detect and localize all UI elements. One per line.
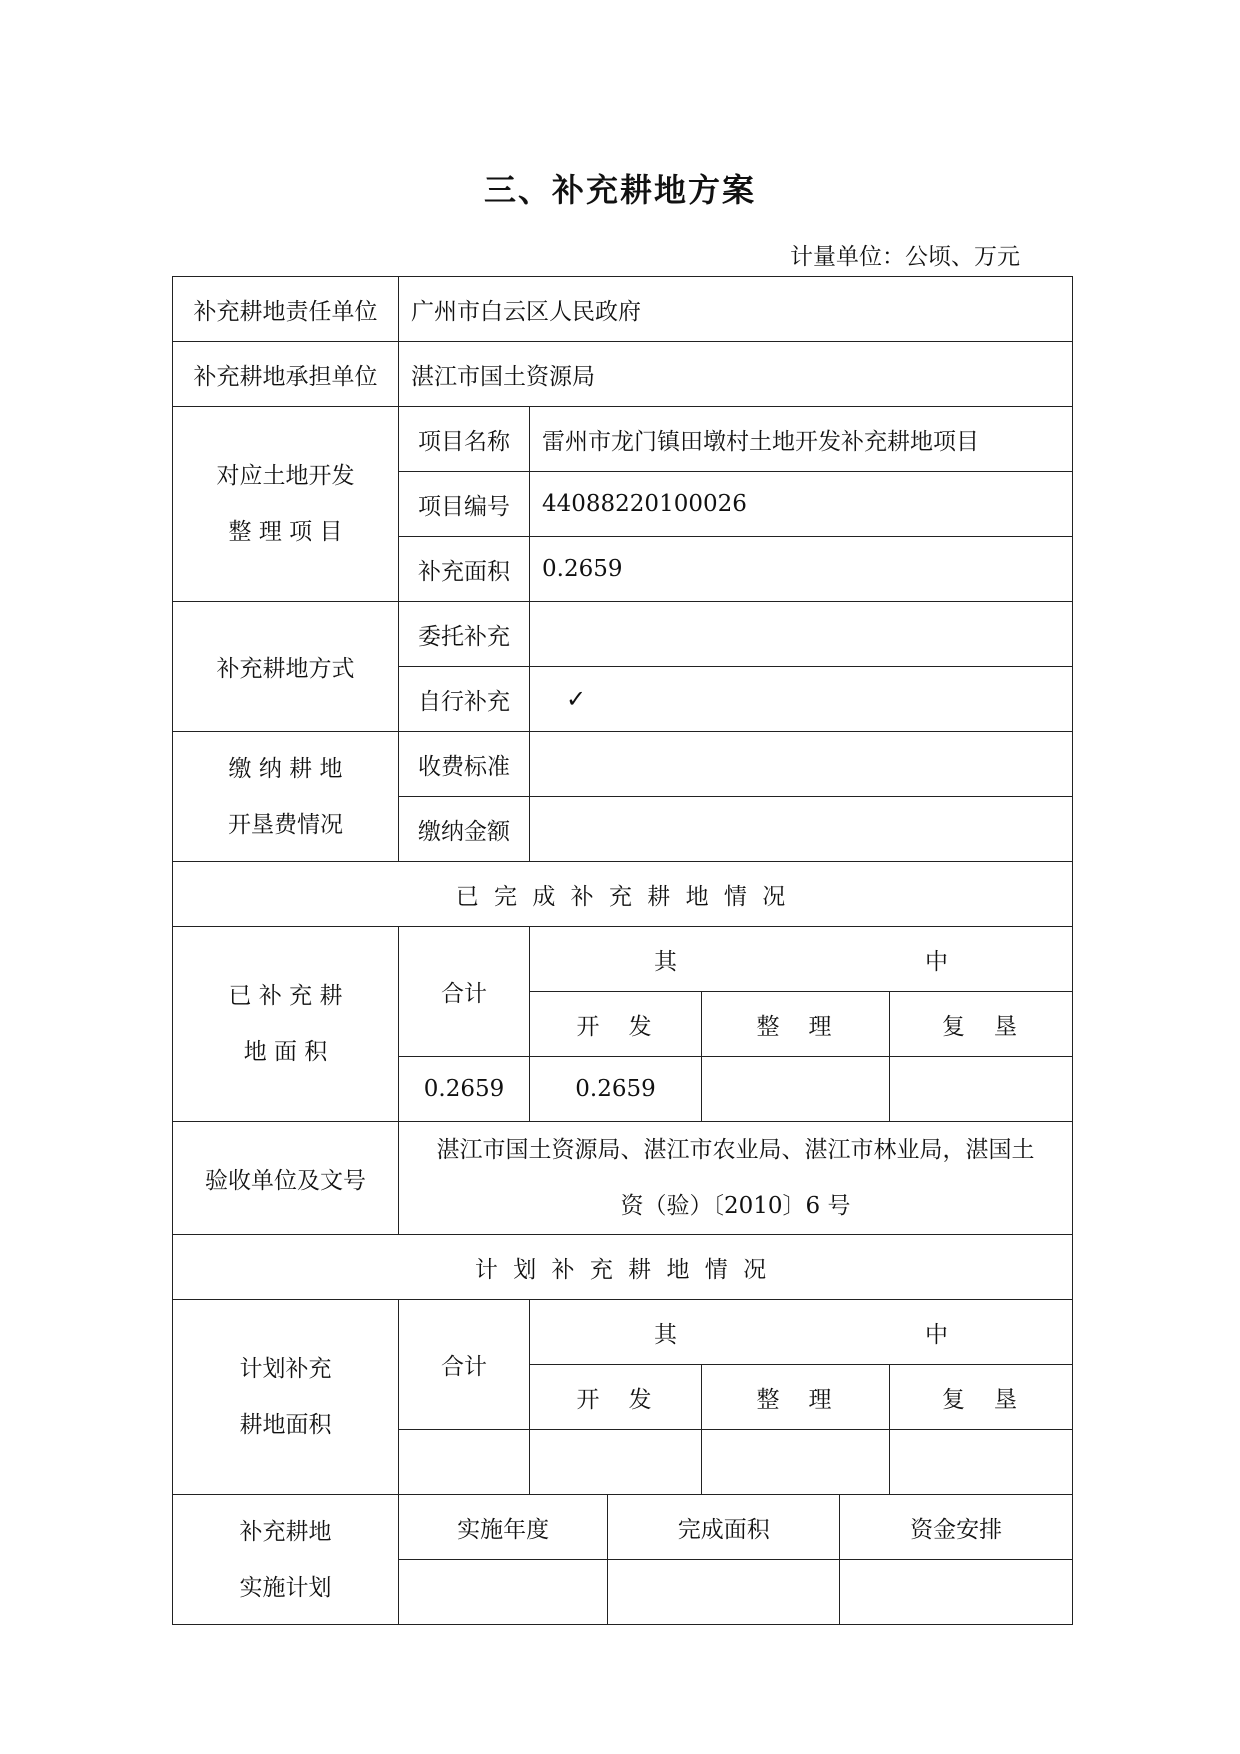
entrust-label: 委托补充 bbox=[399, 602, 530, 667]
planned-of-which-row bbox=[530, 1300, 1072, 1364]
implementation-fund-value bbox=[840, 1560, 1072, 1624]
planned-arrange-header: 整 理 bbox=[702, 1365, 890, 1430]
completed-dev-header: 开 发 bbox=[530, 992, 702, 1057]
planned-section-title: 计 划 补 充 耕 地 情 况 bbox=[173, 1235, 1073, 1300]
completed-label-line2: 地 面 积 bbox=[243, 1039, 328, 1065]
row-implementation-header bbox=[173, 1495, 1073, 1560]
planned-reclaim-header: 复 垦 bbox=[890, 1365, 1073, 1430]
implementation-year-header: 实施年度 bbox=[457, 1516, 550, 1543]
row-completed-section bbox=[173, 862, 1073, 927]
completed-arrange-header: 整 理 bbox=[702, 992, 890, 1057]
planned-label bbox=[173, 1300, 399, 1495]
completed-label bbox=[173, 927, 399, 1122]
planned-dev-header: 开 发 bbox=[530, 1365, 702, 1430]
completed-label-line1: 已 补 充 耕 bbox=[228, 983, 343, 1009]
responsible-label: 补充耕地责任单位 bbox=[173, 277, 399, 342]
fee-label-line2: 开垦费情况 bbox=[228, 811, 343, 838]
fee-standard-label: 收费标准 bbox=[399, 732, 530, 797]
implementation-label bbox=[173, 1495, 399, 1625]
completed-of-which-2: 中 bbox=[925, 948, 948, 975]
completed-total-value: 0.2659 bbox=[399, 1057, 530, 1122]
self-check-mark: ✓ bbox=[530, 667, 1073, 732]
undertaking-value: 湛江市国土资源局 bbox=[399, 342, 1073, 407]
fee-standard-value bbox=[530, 732, 1073, 797]
row-method-entrust bbox=[173, 602, 1073, 667]
entrust-value bbox=[530, 602, 1073, 667]
project-area-label: 补充面积 bbox=[399, 537, 530, 602]
project-label-line2: 整 理 项 目 bbox=[228, 519, 343, 545]
project-code-value: 44088220100026 bbox=[530, 472, 1073, 537]
row-acceptance bbox=[173, 1122, 1073, 1235]
fee-amount-label: 缴纳金额 bbox=[399, 797, 530, 862]
completed-dev-value: 0.2659 bbox=[530, 1057, 702, 1122]
implementation-label-line2: 实施计划 bbox=[239, 1574, 332, 1601]
project-code-label: 项目编号 bbox=[399, 472, 530, 537]
implementation-value-cells bbox=[399, 1560, 1073, 1625]
row-responsible bbox=[173, 277, 1073, 342]
completed-of-which-1: 其 bbox=[654, 948, 677, 975]
acceptance-line1: 湛江市国土资源局、湛江市农业局、湛江市林业局，湛国土 bbox=[436, 1137, 1035, 1163]
completed-of-which bbox=[530, 927, 1073, 992]
implementation-header-cells bbox=[399, 1495, 1073, 1560]
implementation-year-value bbox=[399, 1560, 608, 1624]
implementation-header-row bbox=[399, 1495, 1072, 1559]
project-area-value: 0.2659 bbox=[530, 537, 1073, 602]
implementation-fund-header: 资金安排 bbox=[840, 1495, 1072, 1559]
project-name-label: 项目名称 bbox=[399, 407, 530, 472]
planned-label-line2: 耕地面积 bbox=[239, 1412, 332, 1438]
fee-label-line1: 缴 纳 耕 地 bbox=[228, 755, 343, 782]
planned-of-which bbox=[530, 1300, 1073, 1365]
undertaking-label: 补充耕地承担单位 bbox=[173, 342, 399, 407]
fee-label bbox=[173, 732, 399, 862]
self-label: 自行补充 bbox=[399, 667, 530, 732]
completed-arrange-value bbox=[702, 1057, 890, 1122]
page-title: 三、补充耕地方案 bbox=[483, 171, 756, 209]
plan-form bbox=[172, 276, 1073, 1625]
planned-of-which-2: 中 bbox=[925, 1321, 948, 1348]
acceptance-value bbox=[399, 1122, 1073, 1235]
planned-of-which-1: 其 bbox=[654, 1321, 677, 1348]
implementation-value-row bbox=[399, 1560, 1072, 1624]
planned-total-label: 合计 bbox=[399, 1300, 530, 1430]
completed-of-which-row bbox=[530, 927, 1072, 991]
planned-total-value bbox=[399, 1430, 530, 1495]
row-undertaking bbox=[173, 342, 1073, 407]
row-project-name bbox=[173, 407, 1073, 472]
planned-dev-value bbox=[530, 1430, 702, 1495]
planned-label-line1: 计划补充 bbox=[239, 1356, 332, 1382]
project-label-line1: 对应土地开发 bbox=[216, 463, 355, 489]
implementation-area-value bbox=[608, 1560, 840, 1624]
row-fee-standard bbox=[173, 732, 1073, 797]
completed-section-title: 已 完 成 补 充 耕 地 情 况 bbox=[173, 862, 1073, 927]
responsible-value: 广州市白云区人民政府 bbox=[399, 277, 1073, 342]
unit-note: 计量单位：公顷、万元 bbox=[790, 244, 1020, 270]
completed-total-label: 合计 bbox=[399, 927, 530, 1057]
project-label bbox=[173, 407, 399, 602]
completed-reclaim-value bbox=[890, 1057, 1073, 1122]
method-label: 补充耕地方式 bbox=[173, 602, 399, 732]
acceptance-line2: 资（验）〔2010〕6 号 bbox=[620, 1193, 851, 1219]
implementation-area-header: 完成面积 bbox=[608, 1495, 840, 1559]
row-completed-header-1 bbox=[173, 927, 1073, 992]
fee-amount-value bbox=[530, 797, 1073, 862]
project-name-value: 雷州市龙门镇田墩村土地开发补充耕地项目 bbox=[530, 407, 1073, 472]
row-planned-section bbox=[173, 1235, 1073, 1300]
implementation-label-line1: 补充耕地 bbox=[239, 1518, 332, 1545]
completed-reclaim-header: 复 垦 bbox=[890, 992, 1073, 1057]
planned-reclaim-value bbox=[890, 1430, 1073, 1495]
acceptance-label: 验收单位及文号 bbox=[173, 1122, 399, 1235]
row-planned-header-1 bbox=[173, 1300, 1073, 1365]
planned-arrange-value bbox=[702, 1430, 890, 1495]
